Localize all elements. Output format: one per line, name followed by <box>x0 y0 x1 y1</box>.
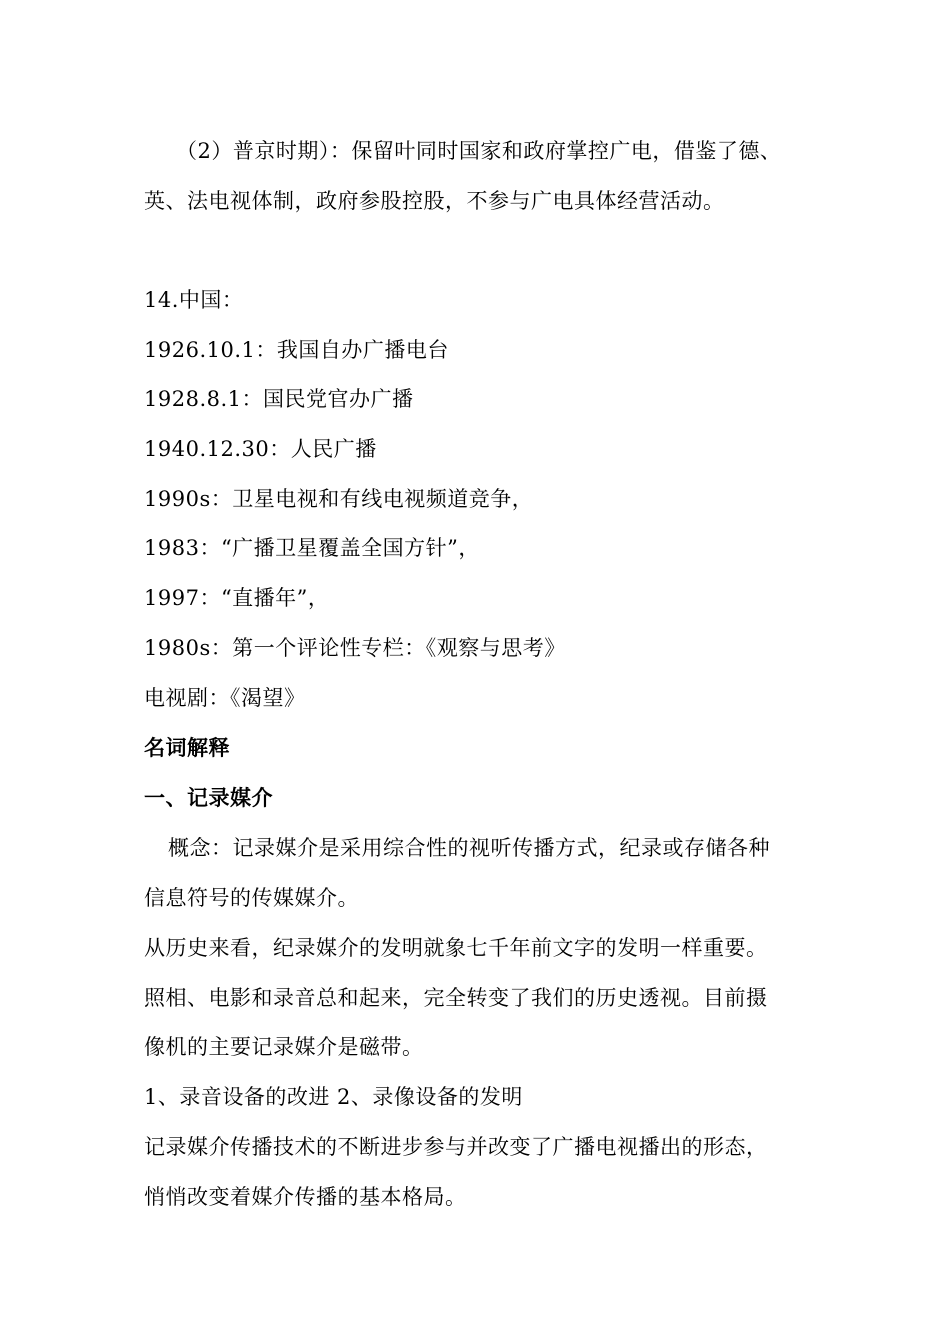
timeline-item: 电视剧：《渴望》 <box>144 686 306 710</box>
summary-line-2: 悄悄改变着媒介传播的基本格局。 <box>144 1185 467 1209</box>
concept-line-2: 信息符号的传媒媒介。 <box>144 886 359 910</box>
history-line-1: 从历史来看，纪录媒介的发明就象七千年前文字的发明一样重要。 <box>144 936 768 960</box>
summary-line-1: 记录媒介传播技术的不断进步参与并改变了广播电视播出的形态， <box>144 1135 768 1159</box>
paragraph-putin-era-line-2: 英、法电视体制，政府参股控股，不参与广电具体经营活动。 <box>144 189 725 213</box>
numbered-list-line: 1、录音设备的改进 2、录像设备的发明 <box>144 1085 523 1109</box>
history-line-2: 照相、电影和录音总和起来，完全转变了我们的历史透视。目前摄 <box>144 986 768 1010</box>
timeline-item: 1980s：第一个评论性专栏：《观察与思考》 <box>144 636 566 660</box>
timeline-item: 1997：“直播年”， <box>144 586 330 610</box>
concept-line-1: 概念：记录媒介是采用综合性的视听传播方式，纪录或存储各种 <box>168 836 770 860</box>
section-14-heading: 14.中国： <box>144 288 244 312</box>
timeline-item: 1983：“广播卫星覆盖全国方针”， <box>144 536 480 560</box>
history-line-3: 像机的主要记录媒介是磁带。 <box>144 1035 424 1059</box>
timeline-item: 1940.12.30：人民广播 <box>144 437 377 461</box>
timeline-item: 1928.8.1：国民党官办广播 <box>144 387 414 411</box>
timeline-item: 1990s：卫星电视和有线电视频道竞争， <box>144 487 534 511</box>
timeline-item: 1926.10.1：我国自办广播电台 <box>144 338 449 362</box>
term-heading-recording-media: 一、记录媒介 <box>144 786 273 810</box>
glossary-heading: 名词解释 <box>144 736 230 760</box>
paragraph-putin-era-line-1: （2）普京时期）：保留叶同时国家和政府掌控广电，借鉴了德、 <box>176 139 782 163</box>
